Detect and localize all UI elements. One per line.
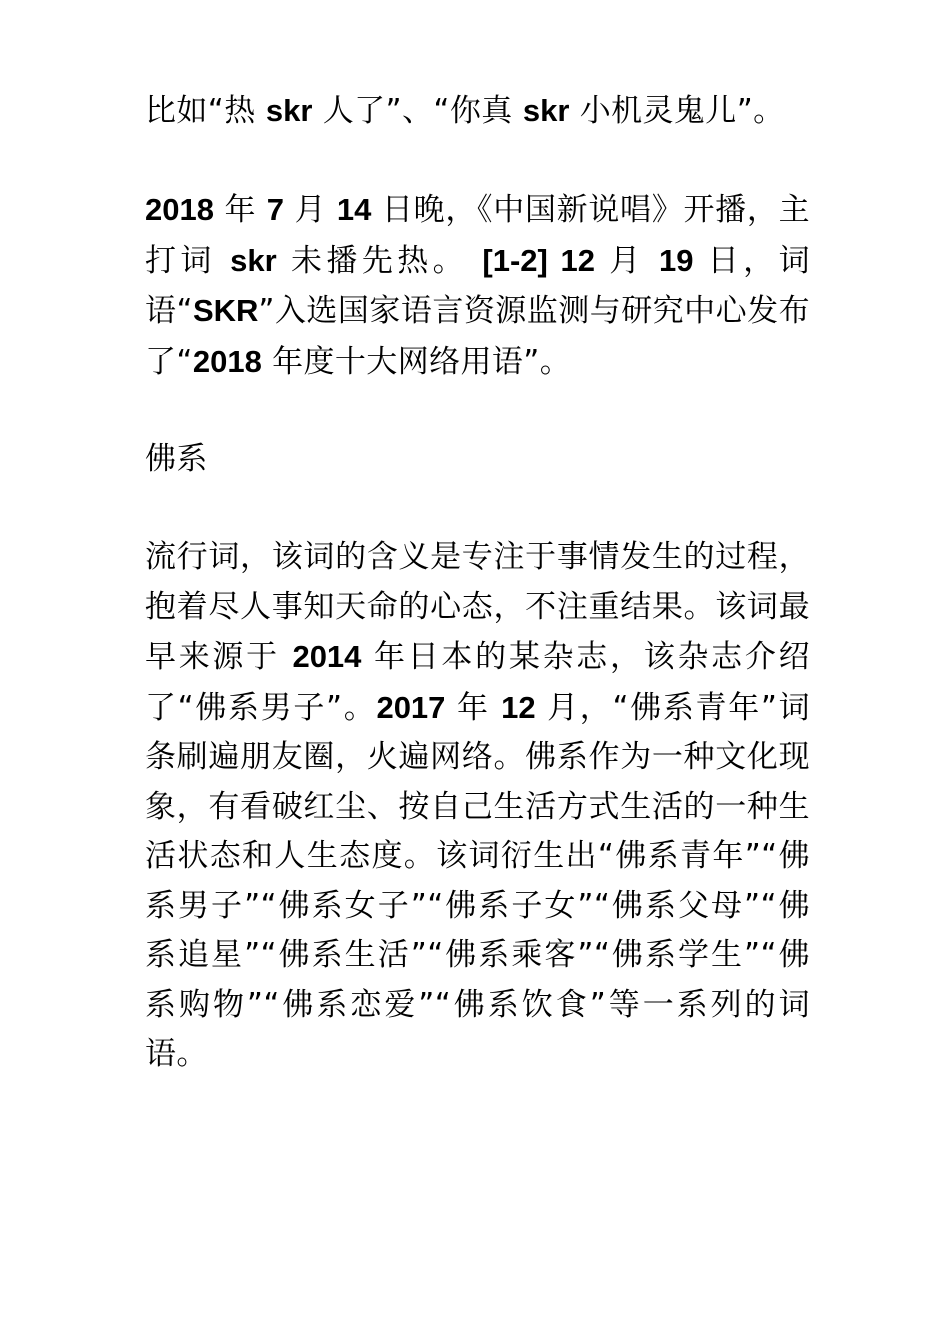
text-run: 月，“佛系青年”词条刷遍朋友圈，火遍网络。佛系作为一种文化现象，有看破红尘、按自己生活方式生活的一种生活状态和人生态度。该词衍生出“佛系青年”“佛系男子”“佛系女子”“佛系子女”“佛系父母”“佛系追星”“佛系生活”“佛系乘客”“佛系学生”“佛系购物”“佛系恋爱”“佛系饮食”等一系列的词语。 (145, 689, 810, 1072)
latin-run: skr (522, 93, 570, 128)
text-run: 年 (213, 192, 267, 228)
latin-run: 14 (336, 192, 372, 227)
latin-run: 2018 (145, 192, 214, 227)
paragraph-skr-history (145, 185, 810, 387)
latin-run: skr (230, 242, 277, 278)
latin-run: 2017 (376, 689, 446, 725)
text-run: 年 (445, 689, 502, 726)
text-run: 年日本的某杂志，该杂志介绍了“佛系男子”。 (145, 639, 811, 726)
text-run: 未播先热。 (276, 242, 483, 279)
latin-run: 19 (658, 242, 694, 278)
latin-run: skr (265, 93, 313, 128)
latin-run: 2018 (192, 343, 262, 379)
paragraph-skr-examples (145, 86, 810, 137)
latin-run: [1-2] 12 (482, 242, 595, 278)
text-run: 年度十大网络用语”。 (261, 343, 572, 380)
latin-run: 7 (266, 192, 285, 227)
text-run: 流行词，该词的含义是专注于事情发生的过程，抱着尽人事知天命的心态，不注重结果。该词最早来源于 (145, 539, 810, 675)
text-run: 人了”、“你真 (312, 93, 523, 129)
text-run: 月 (594, 242, 659, 279)
text-run: 佛系 (145, 441, 208, 477)
latin-run: 12 (501, 689, 536, 725)
text-run: ”入选国家语言资源监测与研究中心发布了“ (145, 293, 810, 380)
text-run: 日晚，《中国新说唱》开播，主打词 (145, 192, 810, 279)
section-heading-foxi (145, 435, 810, 485)
text-run: 月 (284, 192, 337, 228)
latin-run: 2014 (292, 639, 362, 674)
text-run: 日，词语“ (145, 242, 810, 329)
text-run: 小机灵鬼儿”。 (569, 93, 785, 129)
paragraph-foxi-definition (145, 533, 810, 1080)
text-run: 比如“热 (145, 93, 266, 129)
latin-run: SKR (192, 293, 259, 328)
